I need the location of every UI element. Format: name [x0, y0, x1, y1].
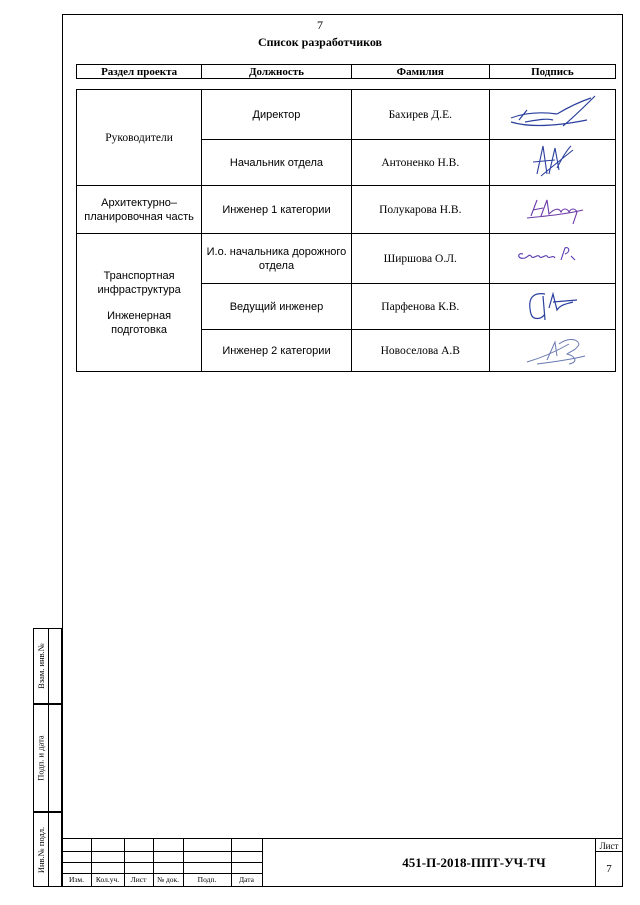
signature-image: [497, 284, 607, 326]
signature-image: [497, 140, 607, 182]
page-title: Список разработчиков: [257, 35, 383, 49]
name-cell: Парфенова К.В.: [351, 284, 489, 330]
side-label: Инв.№ подл.: [36, 826, 46, 873]
position-cell: Инженер 2 категории: [202, 330, 352, 372]
section-line: [81, 297, 197, 309]
name-cell: Ширшова О.Л.: [351, 234, 489, 284]
section-cell: [77, 234, 202, 372]
table-row: [77, 186, 616, 234]
stamp-col-label: Кол.уч.: [95, 875, 120, 884]
sheet-number: 7: [606, 863, 612, 875]
section-line: планировочная часть: [84, 210, 194, 223]
stamp-col-label: № док.: [156, 875, 180, 884]
page-number: 7: [317, 18, 323, 32]
signature-cell: [489, 284, 615, 330]
signature-image: [497, 234, 607, 280]
signature-image: [497, 90, 607, 136]
header-position: Должность: [202, 65, 352, 79]
position-cell: И.о. начальника дорожного отдела: [202, 234, 352, 284]
signature-image: [497, 186, 607, 230]
title-block: [62, 838, 623, 887]
name-cell: Новоселова А.В: [351, 330, 489, 372]
side-label: Подп. и дата: [36, 735, 47, 781]
stamp-col-label: Изм.: [69, 875, 84, 884]
name-cell: Антоненко Н.В.: [351, 140, 489, 186]
table-row: [77, 234, 616, 284]
signature-cell: [489, 330, 615, 372]
position-cell: Начальник отдела: [202, 140, 352, 186]
developers-table: [76, 64, 616, 372]
table-row: [77, 90, 616, 140]
signature-image: [497, 330, 607, 368]
signature-cell: [489, 140, 615, 186]
section-line: Инженерная: [107, 309, 172, 322]
header-signature: Подпись: [489, 65, 615, 79]
section-line: Транспортная: [103, 269, 175, 282]
section-line: Руководители: [105, 131, 173, 144]
position-cell: Ведущий инженер: [202, 284, 352, 330]
section-line: Архитектурно–: [101, 196, 178, 209]
header-section: Раздел проекта: [77, 65, 202, 79]
side-box-signature-date: [33, 704, 62, 812]
section-line: инфраструктура: [97, 283, 181, 296]
signature-cell: [489, 186, 615, 234]
stamp-col-label: Лист: [130, 875, 147, 884]
name-cell: Полукарова Н.В.: [351, 186, 489, 234]
document-code: 451-П-2018-ППТ-УЧ-ТЧ: [402, 855, 546, 870]
sheet-label: Лист: [599, 841, 619, 851]
section-cell: [77, 90, 202, 186]
side-label: Взам. инв.№: [36, 643, 46, 689]
stamp-col-label: Подп.: [197, 875, 217, 884]
stamp-col-label: Дата: [239, 875, 254, 884]
header-gap: [77, 79, 616, 90]
signature-cell: [489, 90, 615, 140]
header-name: Фамилия: [351, 65, 489, 79]
position-cell: Директор: [202, 90, 352, 140]
position-cell: Инженер 1 категории: [202, 186, 352, 234]
section-cell: [77, 186, 202, 234]
side-box-inventory: [33, 812, 62, 887]
section-line: подготовка: [111, 323, 168, 336]
name-cell: Бахирев Д.Е.: [351, 90, 489, 140]
signature-cell: [489, 234, 615, 284]
side-box-replaced: [33, 628, 62, 704]
